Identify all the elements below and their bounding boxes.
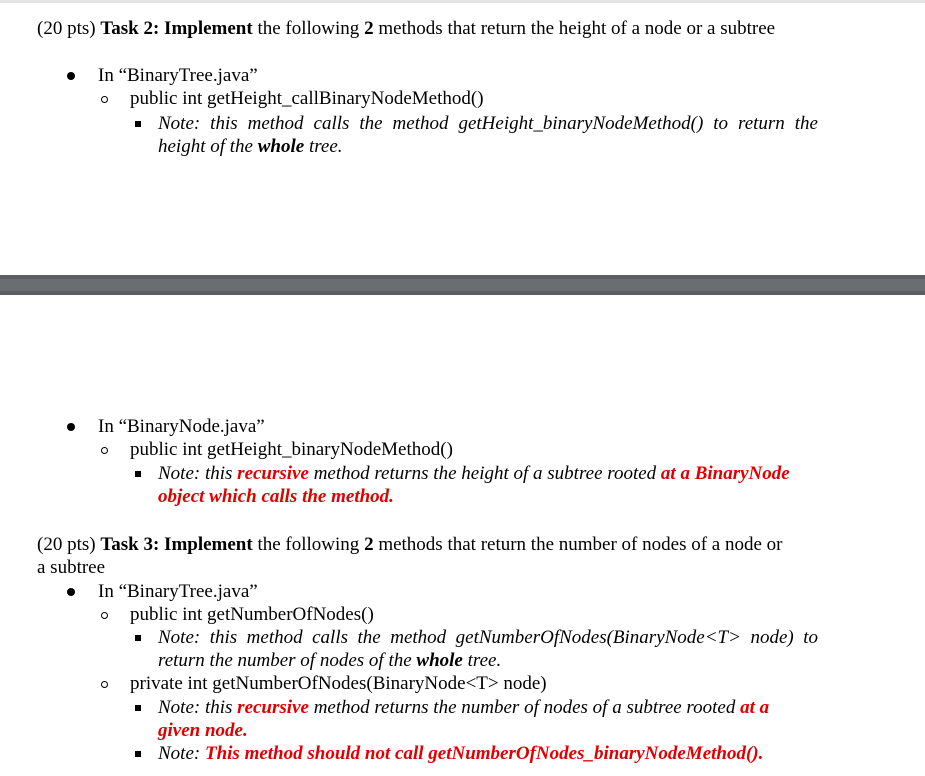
task3-text-b: methods that return the number of nodes of a node or [378,534,783,555]
task3-note3-warning: This method should not call getNumberOfNodes_binaryNodeMethod(). [204,743,764,764]
task2-note2-line1 [158,462,790,485]
task3-note2-line2: given node. [158,720,248,741]
task2-file1: In “BinaryTree.java” [98,65,258,86]
task2-implement: Implement [164,18,253,39]
task2-count: 2 [364,18,374,39]
page-break [0,275,925,295]
task3-note1-whole: whole [416,650,463,671]
task2-heading [37,17,775,40]
task2-note2-text-a: Note: this [158,463,233,484]
task3-note1-text-c: tree. [467,650,502,671]
bullet-square [135,705,141,711]
task2-note1-whole: whole [257,136,305,157]
bullet-square [135,471,141,477]
bullet-square [135,121,141,127]
task2-points: (20 pts) [37,18,96,39]
task3-count: 2 [364,534,374,555]
task2-title: Task 2: [100,18,160,39]
task3-note1-line1: Note: this method calls the method getNumberOfNodes(BinaryNode<T> node) to [158,627,818,648]
bullet-dot [67,588,75,596]
task2-note1-line2 [158,135,343,158]
bullet-square [135,635,141,641]
bullet-circle [101,96,108,103]
task2-file2: In “BinaryNode.java” [98,416,265,437]
bullet-dot [67,423,75,431]
task3-note1-line2 [158,649,501,672]
bullet-circle [101,447,108,454]
task2-note2-line2: object which calls the method. [158,486,394,507]
task2-note2-at-binarynode: at a BinaryNode [660,463,790,484]
task2-note2-recursive: recursive [237,463,309,484]
task3-note3-text-a: Note: [158,743,201,764]
task3-note2-text-a: Note: this [158,697,233,718]
task2-text-a: the following [257,18,360,39]
task2-method2: public int getHeight_binaryNodeMethod() [130,439,453,460]
task3-method2: private int getNumberOfNodes(BinaryNode<T> node) [130,673,547,694]
task3-title: Task 3: [100,534,160,555]
task2-note1-line1: Note: this method calls the method getHeight_binaryNodeMethod() to return the [158,113,818,134]
task2-text-b: methods that return the height of a node or a subtree [378,18,776,39]
task2-note1-text-c: tree. [308,136,343,157]
task2-note1-text-a: height of the [158,136,253,157]
task3-note2-recursive: recursive [237,697,309,718]
task2-method1: public int getHeight_callBinaryNodeMethod() [130,88,484,109]
bullet-circle [101,681,108,688]
task3-note2-line1 [158,696,769,719]
task3-points: (20 pts) [37,534,96,555]
task3-text-a: the following [257,534,360,555]
task3-heading-line2: a subtree [37,557,106,578]
task3-implement: Implement [164,534,253,555]
task3-file1: In “BinaryTree.java” [98,581,258,602]
task3-method1: public int getNumberOfNodes() [130,604,374,625]
page-top-border [0,0,925,3]
task3-heading [37,533,782,556]
task3-note2-at-a: at a [740,697,770,718]
task3-note1-text-a: return the number of nodes of the [158,650,412,671]
task3-note2-text-c: method returns the number of nodes of a subtree rooted [313,697,736,718]
task3-note3 [158,742,763,765]
bullet-circle [101,612,108,619]
task2-note2-text-c: method returns the height of a subtree rooted [313,463,657,484]
bullet-square [135,751,141,757]
bullet-dot [67,72,75,80]
